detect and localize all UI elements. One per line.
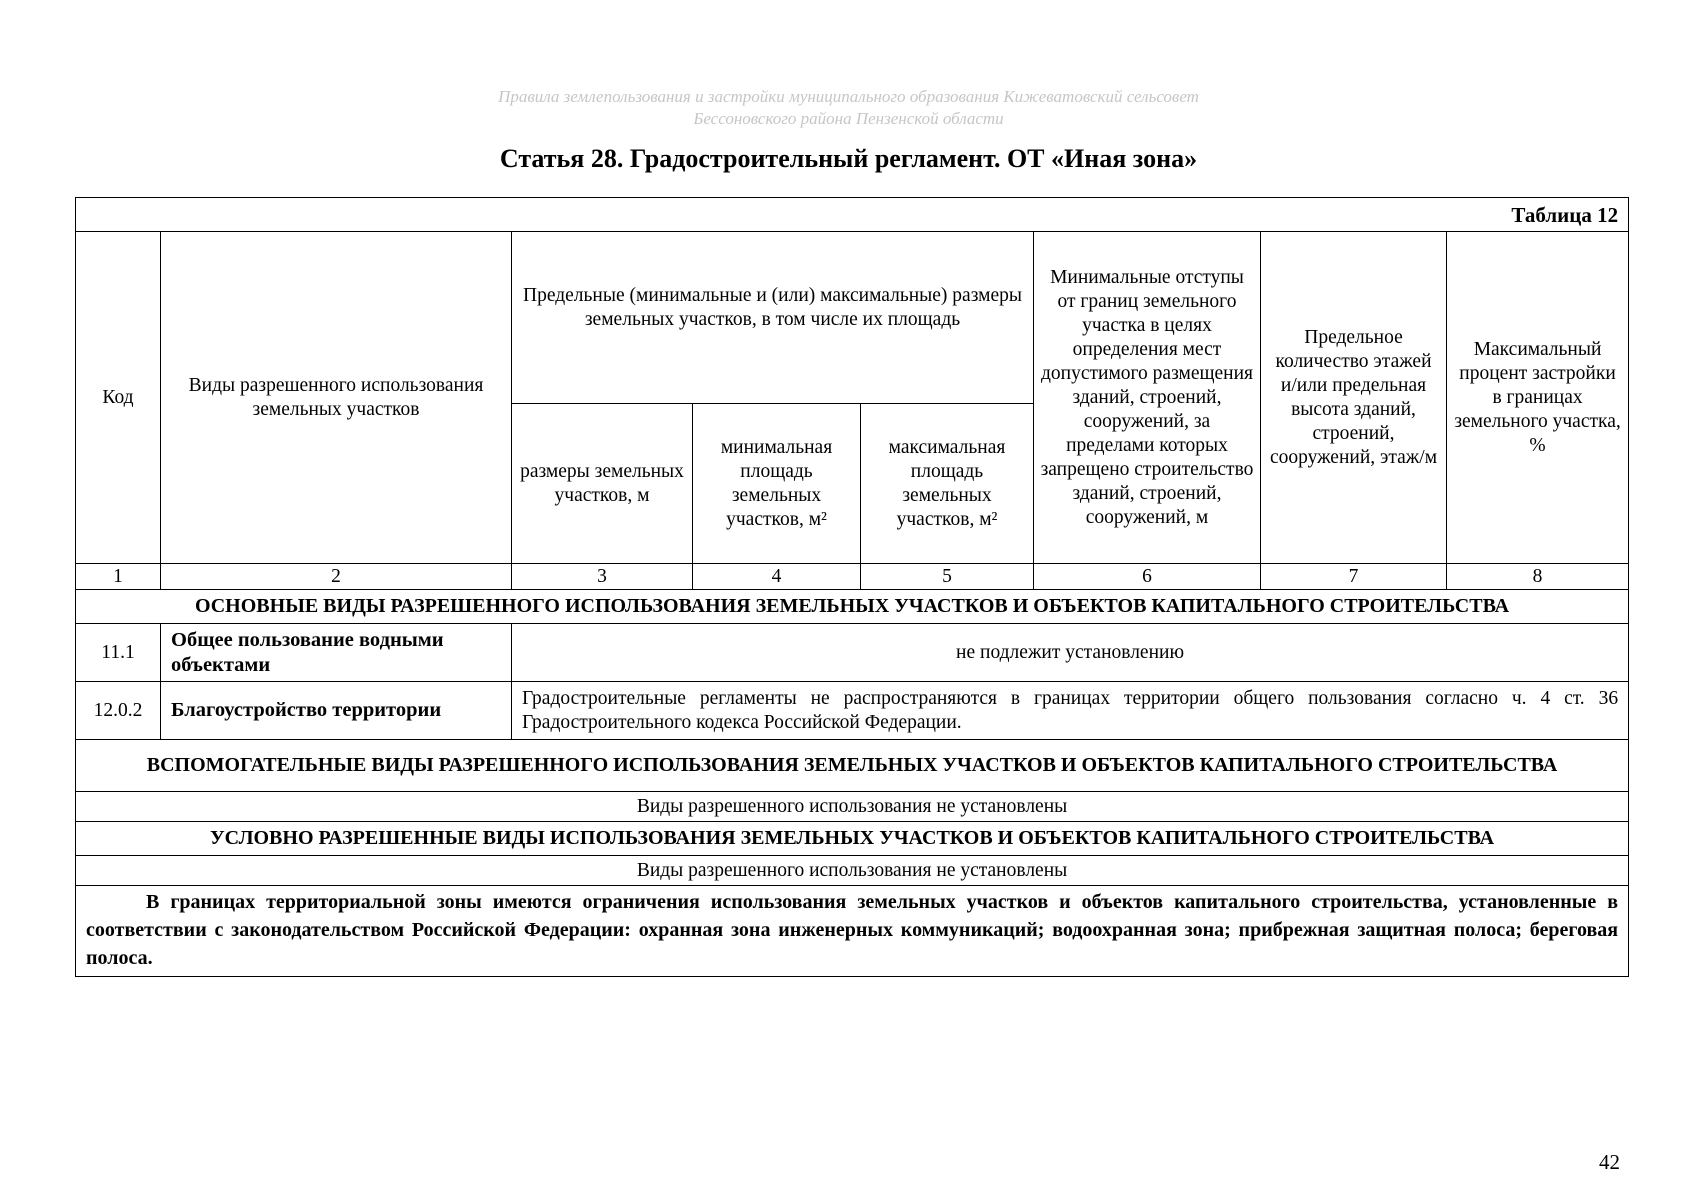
col-header-floors: Предельное количество этажей и/или предельная высота зданий, строений, сооружений, этаж/м bbox=[1261, 232, 1447, 564]
running-header-line-1: Правила землепользования и застройки муниципального образования Кижеватовский сельсовет bbox=[498, 87, 1199, 106]
col-header-size-limits: Предельные (минимальные и (или) максимальные) размеры земельных участков, в том числе их площадь bbox=[512, 232, 1034, 404]
table-number: Таблица 12 bbox=[76, 198, 1629, 232]
restrictions-note bbox=[76, 886, 1629, 977]
column-number: 1 bbox=[76, 564, 161, 590]
running-header bbox=[0, 86, 1697, 130]
section-auxiliary-header: ВСПОМОГАТЕЛЬНЫЕ ВИДЫ РАЗРЕШЕННОГО ИСПОЛЬЗОВАНИЯ ЗЕМЕЛЬНЫХ УЧАСТКОВ И ОБЪЕКТОВ КАПИТАЛЬНОГО СТРОИТЕЛЬСТВА bbox=[76, 740, 1629, 792]
page-number: 42 bbox=[1599, 1150, 1620, 1174]
page-title: Статья 28. Градостроительный регламент. ОТ «Иная зона» bbox=[499, 144, 1198, 173]
col-header-plot-sizes: размеры земельных участков, м bbox=[512, 404, 693, 564]
column-number: 8 bbox=[1447, 564, 1629, 590]
row-value: не подлежит установлению bbox=[512, 624, 1629, 682]
column-number: 2 bbox=[161, 564, 512, 590]
col-header-use-types: Виды разрешенного использования земельных участков bbox=[161, 232, 512, 564]
column-number: 5 bbox=[861, 564, 1034, 590]
conditional-none-row: Виды разрешенного использования не установлены bbox=[76, 856, 1629, 886]
col-header-setbacks: Минимальные отступы от границ земельного участка в целях определения мест допустимого размещения зданий, строений, сооружений, за пределами которых запрещено строительство зданий, строений, сооружений, м bbox=[1034, 232, 1261, 564]
col-header-coverage: Максимальный процент застройки в границах земельного участка, % bbox=[1447, 232, 1629, 564]
column-number: 7 bbox=[1261, 564, 1447, 590]
auxiliary-none-row: Виды разрешенного использования не установлены bbox=[76, 792, 1629, 822]
row-use-name: Благоустройство территории bbox=[161, 682, 512, 740]
table-row bbox=[76, 682, 1629, 740]
running-header-line-2: Бессоновского района Пензенской области bbox=[693, 109, 1004, 128]
regulation-table bbox=[75, 197, 1629, 977]
table-row bbox=[76, 624, 1629, 682]
row-code: 11.1 bbox=[76, 624, 161, 682]
row-value: Градостроительные регламенты не распространяются в границах территории общего пользования согласно ч. 4 ст. 36 Градостроительного кодекса Российской Федерации. bbox=[512, 682, 1629, 740]
column-number: 6 bbox=[1034, 564, 1261, 590]
column-numbers-row bbox=[76, 564, 1629, 590]
col-header-min-area: минимальная площадь земельных участков, м² bbox=[693, 404, 861, 564]
restrictions-note-text: В границах территориальной зоны имеются ограничения использования земельных участков и объектов капитального строительства, установленные в соответствии с законодательством Российской Федерации: охранная зона инженерных коммуникаций; водоохранная зона; прибрежная защитная полоса; береговая полоса. bbox=[86, 891, 1619, 969]
row-use-name: Общее пользование водными объектами bbox=[161, 624, 512, 682]
section-main-header: ОСНОВНЫЕ ВИДЫ РАЗРЕШЕННОГО ИСПОЛЬЗОВАНИЯ ЗЕМЕЛЬНЫХ УЧАСТКОВ И ОБЪЕКТОВ КАПИТАЛЬНОГО СТРОИТЕЛЬСТВА bbox=[76, 590, 1629, 624]
section-conditional-header: УСЛОВНО РАЗРЕШЕННЫЕ ВИДЫ ИСПОЛЬЗОВАНИЯ ЗЕМЕЛЬНЫХ УЧАСТКОВ И ОБЪЕКТОВ КАПИТАЛЬНОГО СТРОИТЕЛЬСТВА bbox=[76, 822, 1629, 856]
col-header-max-area: максимальная площадь земельных участков, м² bbox=[861, 404, 1034, 564]
row-code: 12.0.2 bbox=[76, 682, 161, 740]
col-header-code: Код bbox=[76, 232, 161, 564]
column-number: 4 bbox=[693, 564, 861, 590]
column-number: 3 bbox=[512, 564, 693, 590]
